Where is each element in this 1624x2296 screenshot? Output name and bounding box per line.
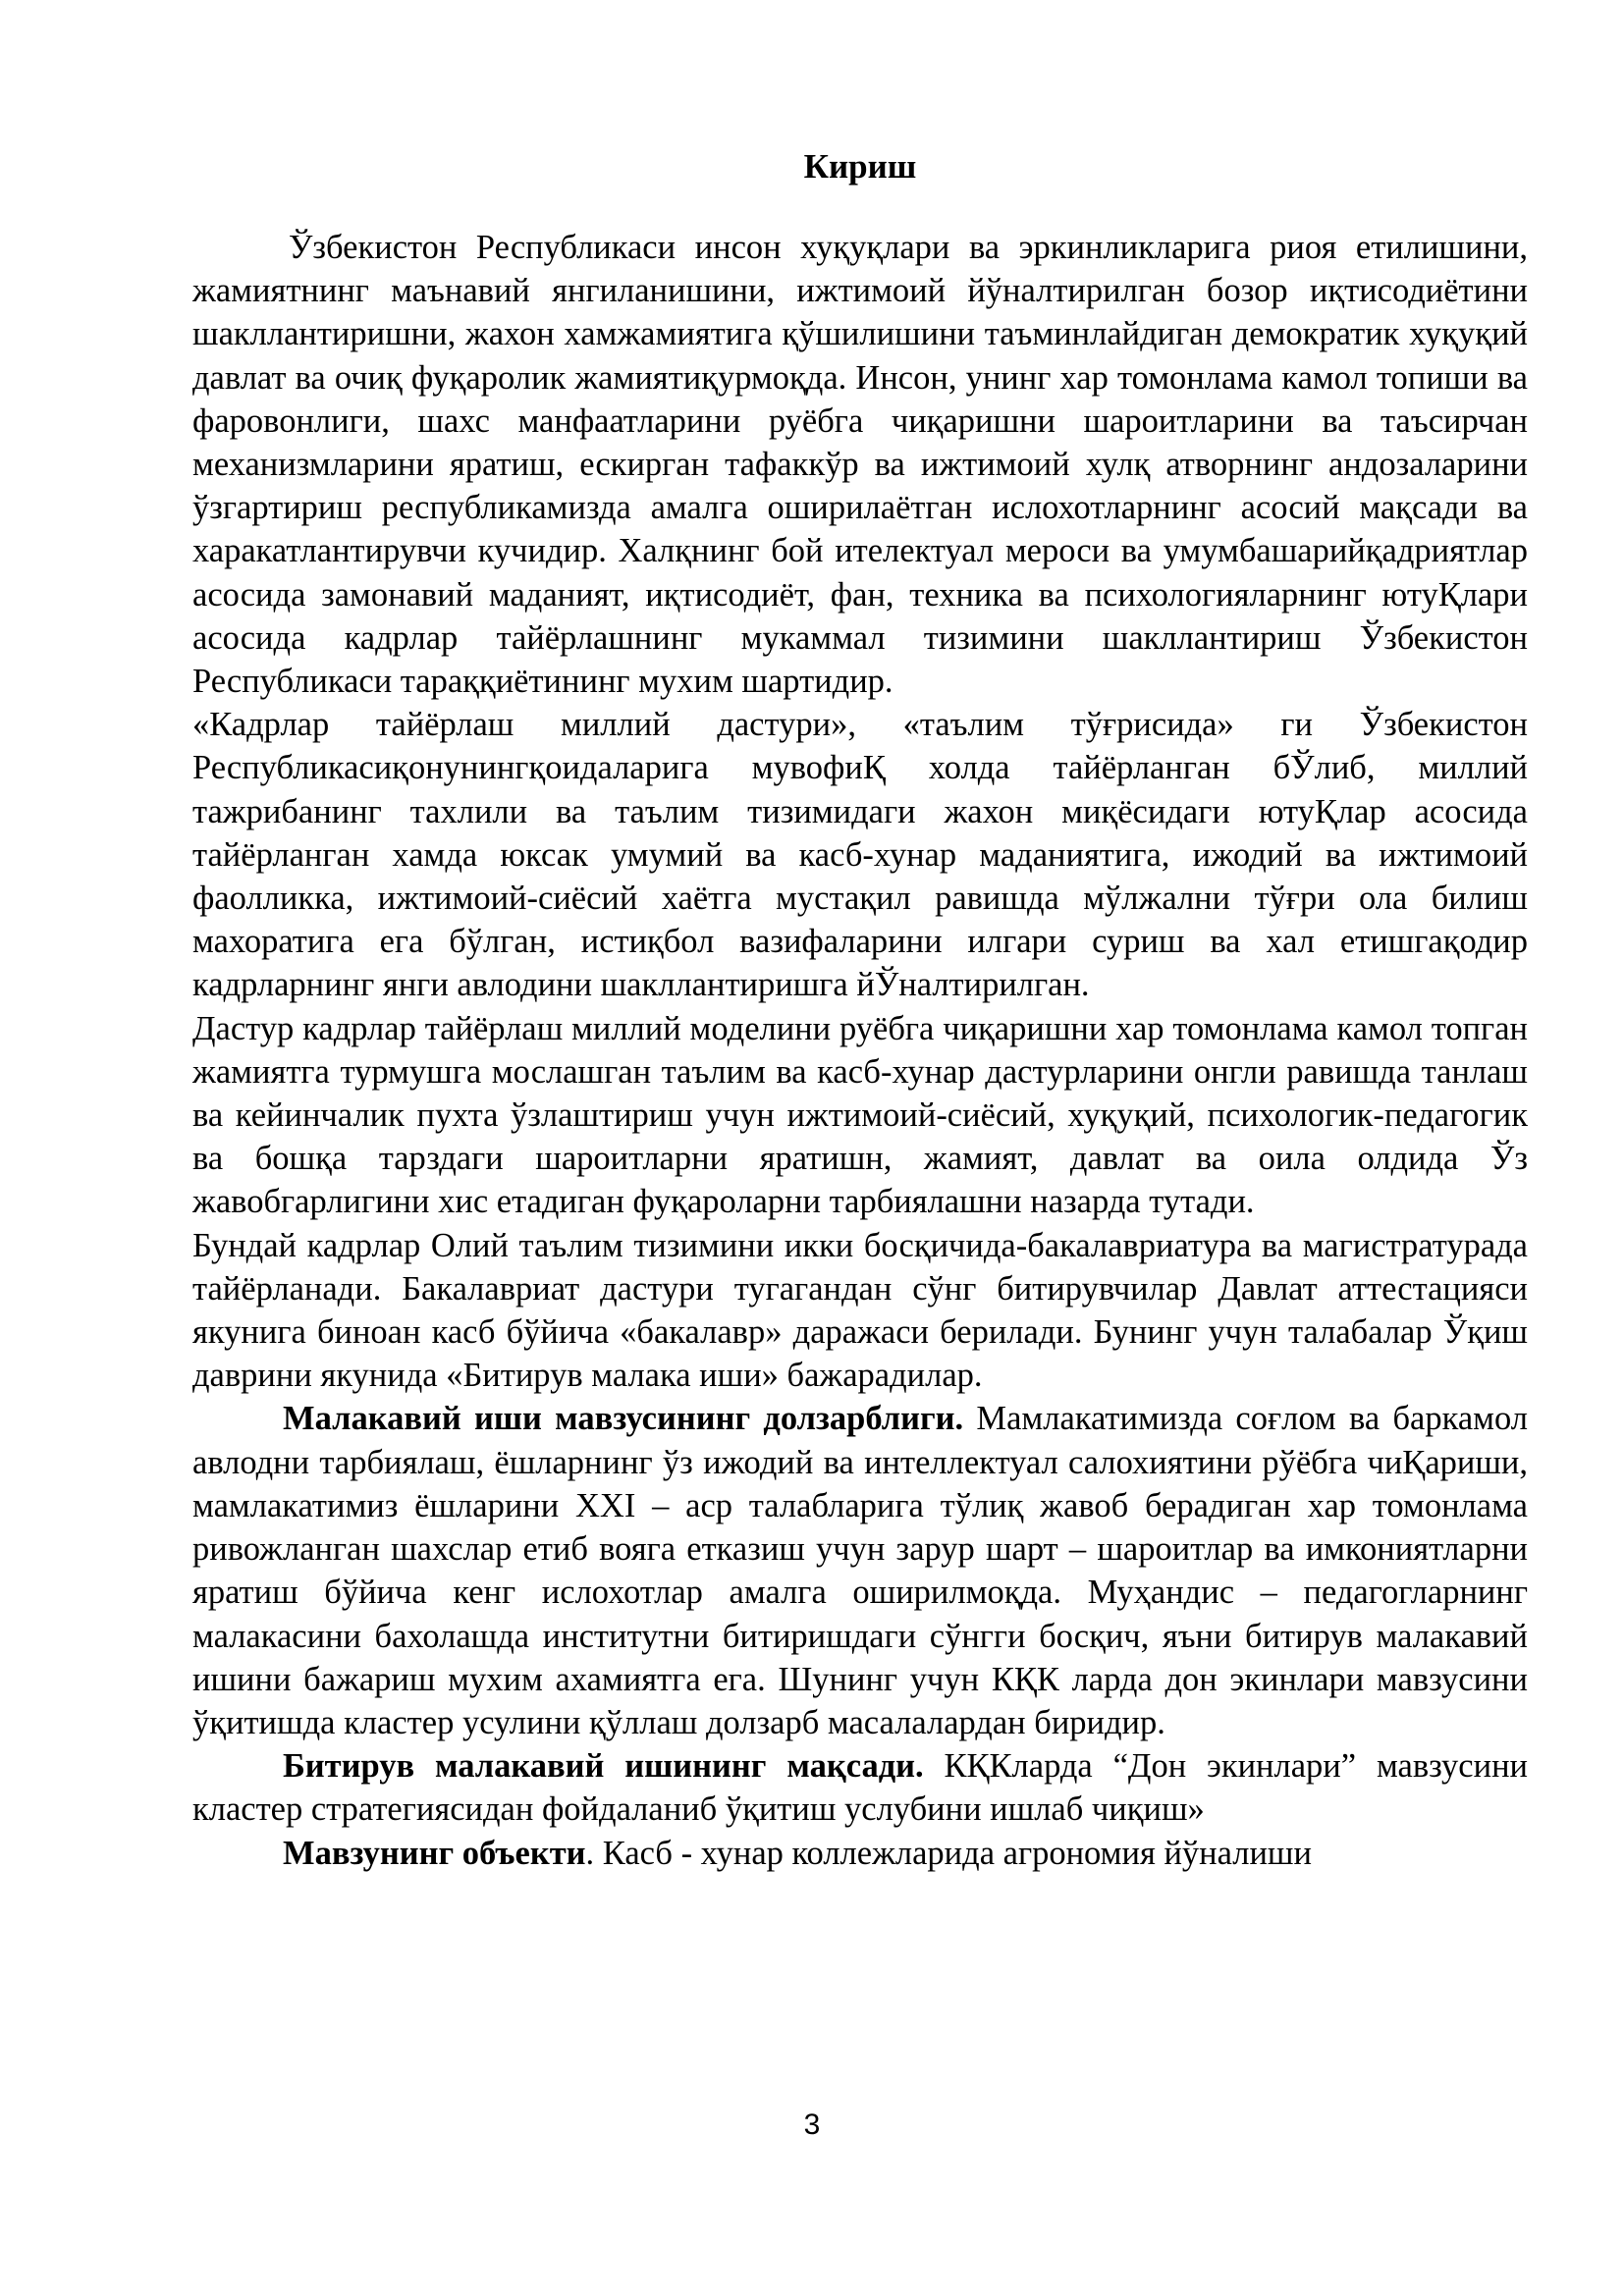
- paragraph-text: . Касб - хунар коллежларида агрономия йўналиши: [585, 1834, 1312, 1872]
- paragraph-text: Мамлакатимизда соғлом ва баркамол авлодни тарбиялаш, ёшларнинг ўз ижодий ва интеллектуал салохиятини рўёбга чиҚариши, мамлакатимиз ёшларини XXI – аср талабларига тўлиқ жавоб берадиган хар томонлама ривожланган шахслар етиб вояга етказиш учун зарур шарт – шароитлар ва имкониятларни яратиш бўйича кенг ислохотлар амалга оширилмоқда. Муҳандис – педагогларнинг малакасини бахолашда институтни битиришдаги сўнгги босқич, яъни битирув малакавий ишини бажариш мухим ахамиятга ега. Шунинг учун КҚК ларда дон экинлари мавзусини ўқитишда кластер усулини қўллаш долзарб масалалардан биридир.: [192, 1400, 1528, 1741]
- paragraph-bachelor: [192, 1224, 1528, 1398]
- paragraph-lead-aim: Битирув малакавий ишининг мақсади.: [283, 1747, 924, 1786]
- paragraph-text: Ўзбекистон Республикаси инсон хуқуқлари ва эркинликларига риоя етилишини, жамиятнинг маънавий янгиланишини, ижтимоий йўналтирилган бозор иқтисодиётини шакллантиришни, жахон хамжамиятига қўшилишини таъминлайдиган демократик хуқуқий давлат ва очиқ фуқаролик жамиятиқурмоқда. Инсон, унинг хар томонлама камол топиши ва фаровонлиги, шахс манфаатларини руёбга чиқаришни шароитларини ва таъсирчан механизмларини яратиш, ескирган тафаккўр ва ижтимоий хулқ атворнинг андозаларини ўзгартириш республикамизда амалга оширилаётган ислохотларнинг асосий мақсади ва харакатлантирувчи кучидир. Халқнинг бой ителектуал мероси ва умумбашарийқадриятлар асосида замонавий маданият, иқтисодиёт, фан, техника ва психологияларнинг ютуҚлари асосида кадрлар тайёрлашнинг мукаммал тизимини шакллантириш Ўзбекистон Республикаси тараққиётининг мухим шартидир.: [192, 229, 1528, 701]
- paragraph-text: Бундай кадрлар Олий таълим тизимини икки босқичида-бакалавриатура ва магистратурада тайёрланади. Бакалавриат дастури тугагандан сўнг битирувчилар Давлат аттестацияси якунига биноан касб бўйича «бакалавр» даражаси берилади. Бунинг учун талабалар Ўқиш даврини якунида «Битирув малака иши» бажарадилар.: [192, 1226, 1528, 1395]
- paragraph-object: [192, 1832, 1528, 1875]
- page-title: Кириш: [803, 147, 917, 186]
- paragraph-text: «Кадрлар тайёрлаш миллий дастури», «таълим тўғрисида» ги Ўзбекистон Республикасиқонунингқоидаларига мувофиҚ холда тайёрланган бЎлиб, миллий тажрибанинг тахлили ва таълим тизимидаги жахон миқёсидаги ютуҚлар асосида тайёрланган хамда юксак умумий ва касб-хунар маданиятига, ижодий ва ижтимоий фаолликка, ижтимоий-сиёсий хаётга мустақил равишда мўлжални тўғри ола билиш махоратига ега бўлган, истиқбол вазифаларини илгари суриш ва хал етишгақодир кадрларнинг янги авлодини шакллантиришга йЎналтирилган.: [192, 706, 1528, 1004]
- paragraph-program-goals: [192, 1007, 1528, 1224]
- paragraph-aim: [192, 1744, 1528, 1831]
- paragraph-text: Дастур кадрлар тайёрлаш миллий моделини руёбга чиқаришни хар томонлама камол топган жамиятга турмушга мослашган таълим ва касб-хунар дастурларини онгли равишда танлаш ва кейинчалик пухта ўзлаштириш учун ижтимоий-сиёсий, хуқуқий, психологик-педагогик ва бошқа тарздаги шароитларни яратишн, жамият, давлат ва оила олдида Ўз жавобгарлигини хис етадиган фуқароларни тарбиялашни назарда тутади.: [192, 1009, 1528, 1221]
- paragraph-lead-relevance: Малакавий иши мавзусининг долзарблиги.: [283, 1400, 964, 1438]
- paragraph-program: [192, 703, 1528, 1006]
- paragraph-text: КҚКларда “Дон экинлари” мавзусини кластер стратегиясидан фойдаланиб ўқитиш услубини ишлаб чиқиш»: [192, 1747, 1528, 1829]
- paragraph-lead-object: Мавзунинг объекти: [283, 1834, 586, 1872]
- page-number: 3: [803, 2109, 821, 2141]
- paragraph-relevance: [192, 1397, 1528, 1744]
- document-page: [192, 147, 1528, 1875]
- paragraph-intro: [192, 226, 1528, 703]
